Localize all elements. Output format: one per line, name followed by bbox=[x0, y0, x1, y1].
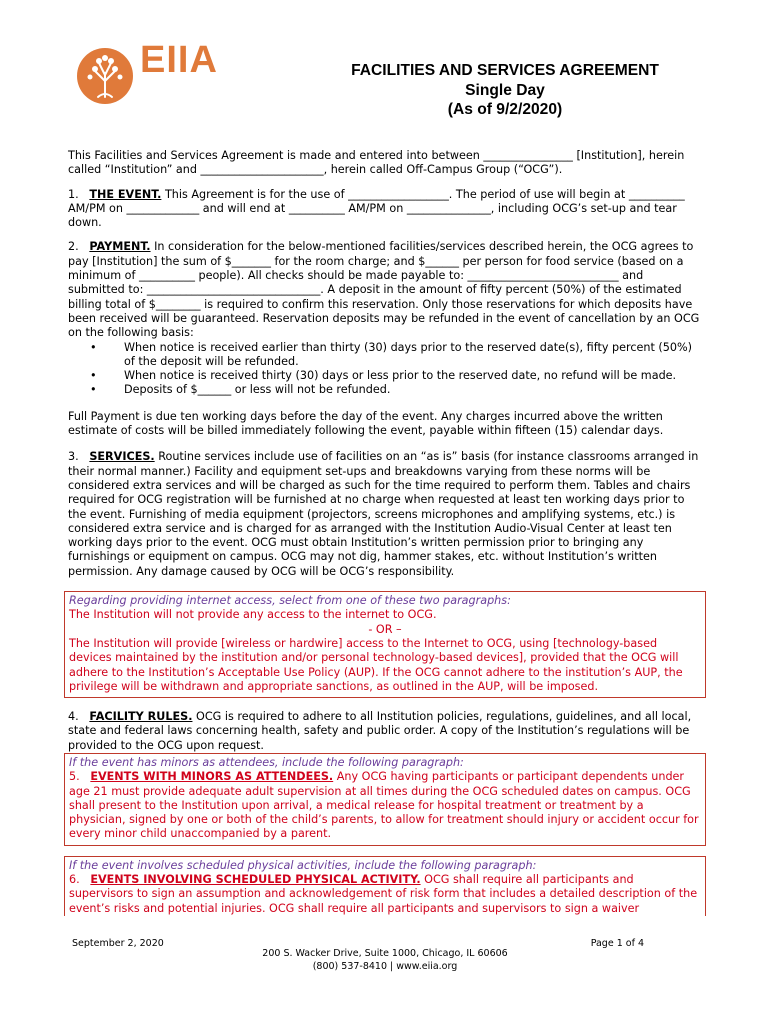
section-heading: THE EVENT. bbox=[89, 187, 162, 201]
section-text: Any OCG having participants or participant dependents under age 21 must provide adequate adult supervision at all times during the OCG scheduled dates on campus. OCG shall present to the Institution upon arrival, a medical release for hospital treatment or treatment by a physician, signed by one or both of the child’s parents, to allow for treatment should injury or accident occur for every minor child unaccompanied by a parent. bbox=[69, 770, 699, 841]
instruction-text: If the event has minors as attendees, include the following paragraph: bbox=[69, 755, 464, 769]
title-line-2: Single Day bbox=[465, 81, 545, 99]
agreement-body bbox=[68, 149, 702, 916]
document-title bbox=[290, 61, 720, 120]
instruction-text: Regarding providing internet access, select from one of these two paragraphs: bbox=[69, 594, 511, 608]
footer-contact: (800) 537-8410 | www.eiia.org bbox=[312, 961, 458, 972]
physical-activity-box bbox=[64, 856, 706, 916]
section-number: 3. bbox=[68, 450, 79, 464]
section-services bbox=[68, 450, 702, 579]
eiia-logo bbox=[76, 39, 236, 105]
section-physical-activity bbox=[69, 873, 701, 916]
footer-date: September 2, 2020 bbox=[72, 938, 164, 949]
section-text: This Agreement is for the use of __________________. The period of use will begin at __________ AM/PM on _____________ and will end at __________ AM/PM on _______________, including OCG’s set-up and tear down. bbox=[68, 187, 685, 230]
logo-wordmark: EIIA bbox=[140, 39, 218, 81]
title-line-3: (As of 9/2/2020) bbox=[447, 101, 563, 118]
section-text: Routine services include use of facilities on an “as is” basis (for instance classrooms arranged in their normal manner.) Facility and equipment set-ups and breakdowns varying from these norms will be considered extra services and will be charged as such for the time required to perform them. Tables and chairs required for OCG registration will be furnished at no charge when requested at least ten working days prior to the event. Furnishing of media equipment (projectors, screens microphones and amplifying systems, etc.) is considered extra service and is charged for as arranged with the Institution Audio-Visual Center at least ten working days prior to the event. OCG must obtain Institution’s written permission prior to bringing any furnishings or equipment on campus. OCG may not dig, hammer stakes, etc. without Institution’s written permission. Any damage caused by OCG will be OCG’s responsibility. bbox=[68, 450, 699, 578]
title-line-1: FACILITIES AND SERVICES AGREEMENT bbox=[351, 62, 659, 79]
section-event bbox=[68, 188, 702, 231]
footer-page-number: Page 1 of 4 bbox=[590, 938, 644, 949]
section-number: 6. bbox=[69, 873, 80, 887]
section-heading: EVENTS INVOLVING SCHEDULED PHYSICAL ACTIVITY. bbox=[90, 873, 421, 887]
list-item: • When notice is received thirty (30) days or less prior to the reserved date, no refund will be made. bbox=[68, 369, 702, 383]
instruction-text: If the event involves scheduled physical activities, include the following paragraph: bbox=[69, 858, 537, 872]
section-number: 2. bbox=[68, 240, 79, 254]
section-number: 4. bbox=[68, 710, 79, 724]
section-text: OCG shall require all participants and supervisors to sign an assumption and acknowledgement of risk form that includes a detailed description of the event’s risks and potential injuries. OCG shall require all participants and supervisors to sign a waiver bbox=[69, 873, 698, 915]
section-heading: PAYMENT. bbox=[89, 240, 151, 254]
intro-paragraph: This Facilities and Services Agreement is made and entered into between ________________ [Institution], herein called “Institution” and ______________________, herein called Off-Campus Group (“OCG”). bbox=[68, 149, 685, 177]
tree-logo-icon bbox=[76, 47, 134, 105]
section-heading: FACILITY RULES. bbox=[89, 710, 193, 724]
section-text: OCG is required to adhere to all Institution policies, regulations, guidelines, and all local, state and federal laws concerning health, safety and public order. A copy of the Institution’s regulations will be provided to the OCG upon request. bbox=[68, 710, 692, 752]
section-minors bbox=[69, 770, 701, 841]
section-text: In consideration for the below-mentioned facilities/services described herein, the OCG agrees to pay [Institution] the sum of $_______ for the room charge; and $______ per person for food service (based on a minimum of __________ people). All checks should be made payable to: ___________________________ and submitted to: _______________________________. A deposit in the amount of fifty percent (50%) of the estimated billing total of $________ is required to confirm this reservation. Only those reservations for which deposits have been received will be guaranteed. Reservation deposits may be refunded in the event of cancellation by an OCG on the following basis: bbox=[68, 240, 700, 340]
internet-option-1: The Institution will not provide any access to the internet to OCG. bbox=[69, 608, 437, 622]
section-payment bbox=[68, 240, 702, 340]
section-number: 5. bbox=[69, 770, 80, 784]
refund-list bbox=[68, 341, 702, 398]
or-separator: - OR – bbox=[368, 622, 402, 636]
section-number: 1. bbox=[68, 187, 79, 201]
internet-option-2: The Institution will provide [wireless or hardwire] access to the Internet to OCG, using [technology-based devices maintained by the institution and/or personal technology-based devices], provided that the OCG will adhere to the Institution’s Acceptable Use Policy (AUP). If the OCG cannot adhere to the institution’s AUP, the privilege will be withdrawn and appropriate sanctions, as outlined in the AUP, will be imposed. bbox=[69, 636, 683, 693]
section-facility-rules bbox=[68, 710, 702, 753]
internet-access-box bbox=[64, 591, 706, 698]
footer-address-block bbox=[0, 947, 770, 973]
minors-box bbox=[64, 753, 706, 846]
section-heading: EVENTS WITH MINORS AS ATTENDEES. bbox=[90, 770, 334, 784]
list-item: • When notice is received earlier than thirty (30) days prior to the reserved date(s), fifty percent (50%) of the deposit will be refunded. bbox=[68, 341, 702, 370]
footer-address: 200 S. Wacker Drive, Suite 1000, Chicago, IL 60606 bbox=[262, 948, 508, 959]
full-payment-paragraph: Full Payment is due ten working days before the day of the event. Any charges incurred above the written estimate of costs will be billed immediately following the event, payable within fifteen (15) calendar days. bbox=[68, 409, 664, 438]
list-item: • Deposits of $______ or less will not be refunded. bbox=[68, 383, 702, 397]
section-heading: SERVICES. bbox=[89, 450, 155, 464]
